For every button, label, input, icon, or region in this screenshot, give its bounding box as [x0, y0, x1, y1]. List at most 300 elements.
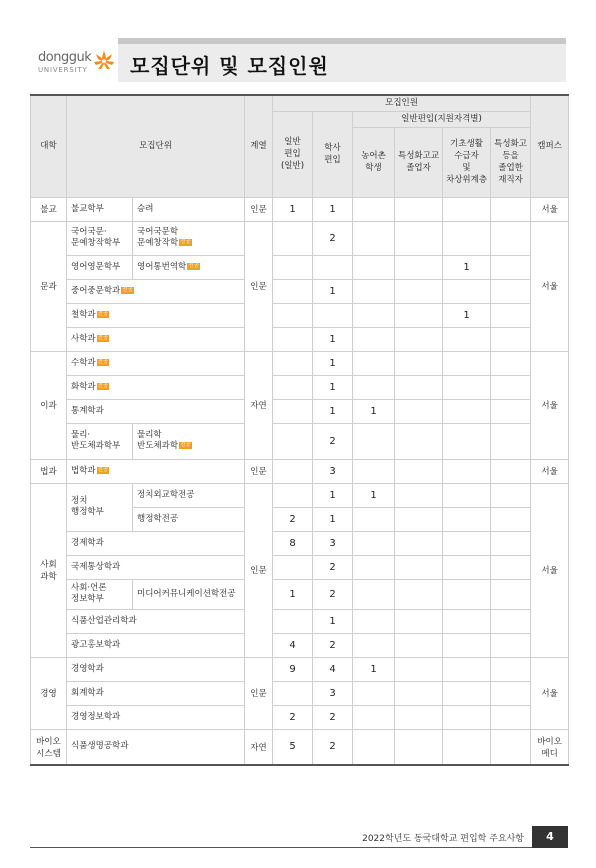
table-row	[31, 729, 569, 765]
college-cell	[31, 459, 67, 483]
college-name: 문과	[40, 282, 57, 292]
basic-living-count	[443, 197, 491, 221]
special-worker-count	[491, 609, 531, 633]
header-basic-living	[443, 127, 491, 197]
dept-cell	[133, 483, 245, 507]
general-count	[273, 255, 313, 279]
special-worker-count	[491, 459, 531, 483]
table-row	[31, 327, 569, 351]
general-count-value: 1	[289, 203, 296, 215]
general-count	[273, 555, 313, 579]
basic-living-count	[443, 507, 491, 531]
campus-cell	[531, 657, 569, 729]
campus-name: 서울	[541, 689, 558, 699]
bachelor-count	[313, 279, 353, 303]
special-school-count	[395, 531, 443, 555]
farm-count	[353, 351, 395, 375]
farm-count	[353, 255, 395, 279]
basic-living-count-value: 1	[463, 309, 470, 321]
basic-living-count	[443, 483, 491, 507]
unit-name: 물리· 반도체과학부	[71, 430, 121, 451]
table-row	[31, 681, 569, 705]
unit-cell	[67, 327, 245, 351]
campus-cell	[531, 221, 569, 351]
college-name: 사회 과학	[40, 560, 57, 582]
logo-wordmark: dongguk	[38, 50, 92, 65]
unit-name: 식품생명공학과	[71, 741, 129, 752]
unit-name: 광고홍보학과	[71, 639, 121, 650]
field-name: 자연	[250, 742, 267, 753]
table-row	[31, 657, 569, 681]
college-cell	[31, 221, 67, 351]
dept-cell	[133, 507, 245, 531]
general-count	[273, 279, 313, 303]
dept-name: 물리학 반도체과학	[137, 430, 179, 451]
field-cell	[245, 729, 273, 765]
bachelor-count-value: 2	[329, 588, 336, 600]
field-cell	[245, 459, 273, 483]
farm-count	[353, 303, 395, 327]
field-cell	[245, 657, 273, 729]
page-title: 모집단위 및 모집인원	[130, 54, 329, 78]
farm-count	[353, 531, 395, 555]
unit-name: 영어영문학부	[71, 261, 121, 272]
table-row	[31, 531, 569, 555]
unit-cell	[67, 399, 245, 423]
special-worker-count	[491, 197, 531, 221]
header-special-worker	[491, 127, 531, 197]
header-bachelor	[313, 111, 353, 197]
special-worker-count	[491, 705, 531, 729]
basic-living-count	[443, 531, 491, 555]
special-worker-count	[491, 555, 531, 579]
unit-name: 사학과	[71, 333, 96, 344]
general-count	[273, 399, 313, 423]
general-count	[273, 705, 313, 729]
general-count-value: 8	[289, 537, 296, 549]
lotus-icon	[92, 48, 116, 72]
major-tag: 전공	[122, 286, 133, 293]
unit-cell	[67, 579, 133, 609]
general-count	[273, 579, 313, 609]
bachelor-count	[313, 633, 353, 657]
general-count-value: 2	[289, 513, 296, 525]
table-row	[31, 197, 569, 221]
table-row	[31, 555, 569, 579]
header-quota: 모집인원	[273, 95, 531, 111]
basic-living-count	[443, 681, 491, 705]
unit-name: 통계학과	[71, 405, 104, 416]
bachelor-count-value: 4	[329, 663, 336, 675]
unit-cell	[67, 609, 245, 633]
general-count	[273, 459, 313, 483]
bachelor-count	[313, 531, 353, 555]
field-name: 인문	[250, 566, 267, 576]
header-campus: 캠퍼스	[531, 95, 569, 197]
unit-cell	[67, 459, 245, 483]
farm-count-value: 1	[370, 663, 377, 675]
dept-name: 행정학전공	[137, 513, 179, 524]
college-cell	[31, 197, 67, 221]
bachelor-count-value: 2	[329, 639, 336, 651]
field-cell	[245, 197, 273, 221]
special-school-count	[395, 423, 443, 459]
unit-cell	[67, 303, 245, 327]
bachelor-count-value: 2	[329, 741, 336, 753]
major-tag: 전공	[97, 310, 109, 317]
dept-name: 미디어커뮤니케이션학전공	[137, 588, 236, 599]
general-count-value: 1	[289, 588, 296, 600]
unit-name: 수학과	[71, 357, 96, 368]
bachelor-count-value: 3	[329, 465, 336, 477]
special-worker-count	[491, 279, 531, 303]
basic-living-count	[443, 375, 491, 399]
basic-living-count	[443, 609, 491, 633]
bachelor-count-value: 1	[329, 285, 336, 297]
farm-count	[353, 483, 395, 507]
basic-living-count-value: 1	[463, 261, 470, 273]
table-row	[31, 279, 569, 303]
unit-cell	[67, 705, 245, 729]
header-college: 대학	[31, 95, 67, 197]
farm-count	[353, 705, 395, 729]
general-count	[273, 375, 313, 399]
basic-living-count	[443, 423, 491, 459]
field-name: 인문	[250, 282, 267, 292]
general-count	[273, 221, 313, 255]
bachelor-count	[313, 375, 353, 399]
unit-name: 식품산업관리학과	[71, 615, 137, 626]
major-tag: 전공	[180, 239, 191, 245]
general-count-value: 2	[289, 711, 296, 723]
general-count	[273, 351, 313, 375]
major-tag: 전공	[180, 442, 191, 448]
major-tag: 전공	[97, 334, 109, 341]
campus-name: 바이오 메디	[537, 736, 562, 759]
unit-name: 정치 행정학부	[71, 496, 104, 517]
bachelor-count-value: 2	[329, 435, 336, 447]
general-count-value: 4	[289, 639, 296, 651]
header-farm	[353, 127, 395, 197]
unit-cell	[67, 197, 133, 221]
field-name: 인문	[250, 467, 267, 477]
header-basic-living-text: 기초생활 수급자 및 차상위계층	[445, 139, 488, 185]
basic-living-count	[443, 459, 491, 483]
campus-name: 서울	[541, 401, 558, 411]
unit-name: 중어중문학과	[71, 285, 121, 296]
dept-name: 국어국문학 문예창작학	[137, 227, 179, 248]
footer-text: 2022학년도 동국대학교 편입학 주요사항	[362, 834, 524, 844]
farm-count	[353, 221, 395, 255]
general-count	[273, 681, 313, 705]
special-worker-count	[491, 657, 531, 681]
bachelor-count	[313, 197, 353, 221]
general-count	[273, 633, 313, 657]
bachelor-count	[313, 327, 353, 351]
special-school-count	[395, 303, 443, 327]
campus-cell	[531, 483, 569, 657]
special-worker-count	[491, 221, 531, 255]
header-special-school-text: 특성화고교 졸업자	[397, 151, 440, 173]
bachelor-count	[313, 579, 353, 609]
bachelor-count-value: 3	[329, 687, 336, 699]
unit-name: 법학과	[71, 465, 96, 476]
farm-count	[353, 327, 395, 351]
dept-cell	[133, 255, 245, 279]
unit-name: 불교학부	[71, 203, 104, 214]
campus-name: 서울	[541, 566, 558, 576]
unit-name: 국어국문· 문예창작학부	[71, 227, 121, 248]
special-worker-count	[491, 399, 531, 423]
page-header	[30, 38, 566, 86]
farm-count	[353, 657, 395, 681]
farm-count	[353, 579, 395, 609]
header-general	[273, 111, 313, 197]
header-unit: 모집단위	[67, 95, 245, 197]
bachelor-count	[313, 459, 353, 483]
table-row	[31, 399, 569, 423]
footer-rule	[30, 847, 568, 848]
bachelor-count	[313, 681, 353, 705]
farm-count-value: 1	[370, 405, 377, 417]
special-worker-count	[491, 579, 531, 609]
field-name: 인문	[250, 689, 267, 699]
special-worker-count	[491, 507, 531, 531]
bachelor-count-value: 3	[329, 537, 336, 549]
unit-name: 경제학과	[71, 537, 104, 548]
bachelor-count	[313, 609, 353, 633]
basic-living-count	[443, 729, 491, 765]
bachelor-count	[313, 221, 353, 255]
special-school-count	[395, 633, 443, 657]
unit-cell	[67, 255, 133, 279]
general-count	[273, 197, 313, 221]
general-count	[273, 327, 313, 351]
special-school-count	[395, 729, 443, 765]
unit-cell	[67, 657, 245, 681]
table-row	[31, 221, 569, 255]
farm-count	[353, 459, 395, 483]
campus-cell	[531, 351, 569, 459]
special-school-count	[395, 483, 443, 507]
special-worker-count	[491, 423, 531, 459]
dept-cell	[133, 423, 245, 459]
special-worker-count	[491, 729, 531, 765]
table-row	[31, 633, 569, 657]
basic-living-count	[443, 633, 491, 657]
special-school-count	[395, 459, 443, 483]
general-count	[273, 423, 313, 459]
unit-name: 철학과	[71, 309, 96, 320]
college-cell	[31, 729, 67, 765]
unit-cell	[67, 681, 245, 705]
basic-living-count	[443, 351, 491, 375]
bachelor-count-value: 2	[329, 561, 336, 573]
bachelor-count-value: 2	[329, 711, 336, 723]
header-field: 계열	[245, 95, 273, 197]
farm-count	[353, 681, 395, 705]
field-cell	[245, 483, 273, 657]
college-cell	[31, 483, 67, 657]
header-general-text: 일반 편입 (일반)	[280, 137, 305, 171]
bachelor-count	[313, 729, 353, 765]
basic-living-count	[443, 303, 491, 327]
college-name: 법과	[40, 467, 57, 477]
special-worker-count	[491, 483, 531, 507]
general-count	[273, 531, 313, 555]
table-row	[31, 609, 569, 633]
dept-name: 정치외교학전공	[137, 489, 195, 500]
table-row	[31, 255, 569, 279]
table-row	[31, 705, 569, 729]
unit-cell	[67, 531, 245, 555]
farm-count	[353, 507, 395, 531]
special-worker-count	[491, 531, 531, 555]
bachelor-count-value: 1	[329, 381, 336, 393]
field-cell	[245, 221, 273, 351]
basic-living-count	[443, 705, 491, 729]
unit-cell	[67, 221, 133, 255]
bachelor-count	[313, 507, 353, 531]
bachelor-count	[313, 255, 353, 279]
special-school-count	[395, 399, 443, 423]
admission-quota-table	[30, 94, 569, 766]
special-worker-count	[491, 255, 531, 279]
general-count	[273, 303, 313, 327]
bachelor-count	[313, 423, 353, 459]
table-row	[31, 579, 569, 609]
special-worker-count	[491, 327, 531, 351]
bachelor-count	[313, 303, 353, 327]
bachelor-count	[313, 705, 353, 729]
farm-count	[353, 633, 395, 657]
table-row	[31, 423, 569, 459]
bachelor-count-value: 1	[329, 615, 336, 627]
page-footer	[30, 826, 568, 848]
dept-cell	[133, 579, 245, 609]
special-worker-count	[491, 303, 531, 327]
unit-name: 사회·언론 정보학부	[71, 583, 107, 604]
dept-name: 승려	[137, 203, 154, 214]
bachelor-count	[313, 657, 353, 681]
special-school-count	[395, 351, 443, 375]
basic-living-count	[443, 657, 491, 681]
logo-subtitle: UNIVERSITY	[38, 66, 88, 74]
field-cell	[245, 351, 273, 459]
field-name: 자연	[250, 401, 267, 411]
bachelor-count-value: 1	[329, 333, 336, 345]
campus-name: 서울	[541, 467, 558, 477]
unit-cell	[67, 423, 133, 459]
bachelor-count-value: 2	[329, 232, 336, 244]
basic-living-count	[443, 579, 491, 609]
college-cell	[31, 351, 67, 459]
header-bachelor-text: 학사 편입	[324, 143, 341, 165]
farm-count-value: 1	[370, 489, 377, 501]
farm-count	[353, 423, 395, 459]
farm-count	[353, 197, 395, 221]
special-school-count	[395, 375, 443, 399]
special-school-count	[395, 681, 443, 705]
unit-name: 화학과	[71, 381, 96, 392]
bachelor-count	[313, 351, 353, 375]
header-special-worker-text: 특성화고 등을 졸업한 재직자	[494, 139, 527, 185]
major-tag: 전공	[188, 262, 199, 269]
special-worker-count	[491, 375, 531, 399]
dept-cell	[133, 221, 245, 255]
bachelor-count	[313, 483, 353, 507]
table-row	[31, 375, 569, 399]
farm-count	[353, 399, 395, 423]
farm-count	[353, 279, 395, 303]
unit-name: 회계학과	[71, 687, 104, 698]
table-row	[31, 351, 569, 375]
header-general-group: 일반편입(지원자격별)	[353, 111, 531, 127]
university-logo	[30, 44, 116, 84]
unit-name: 국제통상학과	[71, 561, 121, 572]
field-name: 인문	[250, 205, 267, 215]
unit-cell	[67, 633, 245, 657]
page-number: 4	[532, 826, 568, 848]
dept-name: 영어통번역학	[137, 261, 187, 272]
unit-cell	[67, 555, 245, 579]
basic-living-count	[443, 221, 491, 255]
special-school-count	[395, 279, 443, 303]
bachelor-count-value: 1	[329, 405, 336, 417]
farm-count	[353, 609, 395, 633]
unit-name: 경영학과	[71, 663, 104, 674]
basic-living-count	[443, 555, 491, 579]
special-school-count	[395, 507, 443, 531]
campus-cell	[531, 197, 569, 221]
campus-cell	[531, 459, 569, 483]
bachelor-count-value: 1	[329, 513, 336, 525]
special-school-count	[395, 579, 443, 609]
dept-cell	[133, 197, 245, 221]
special-school-count	[395, 609, 443, 633]
table-row	[31, 303, 569, 327]
major-tag: 전공	[97, 358, 109, 365]
unit-cell	[67, 483, 133, 531]
general-count	[273, 657, 313, 681]
bachelor-count-value: 1	[329, 489, 336, 501]
general-count	[273, 729, 313, 765]
campus-cell	[531, 729, 569, 765]
campus-name: 서울	[541, 282, 558, 292]
table-body	[31, 197, 569, 765]
bachelor-count	[313, 399, 353, 423]
special-school-count	[395, 255, 443, 279]
major-tag: 전공	[97, 382, 109, 389]
unit-cell	[67, 375, 245, 399]
general-count-value: 5	[289, 741, 296, 753]
bachelor-count	[313, 555, 353, 579]
college-name: 경영	[40, 689, 57, 699]
unit-cell	[67, 279, 245, 303]
basic-living-count	[443, 399, 491, 423]
major-tag: 전공	[97, 466, 109, 473]
college-name: 불교	[40, 205, 57, 215]
basic-living-count	[443, 255, 491, 279]
general-count	[273, 609, 313, 633]
special-school-count	[395, 221, 443, 255]
table-row	[31, 483, 569, 507]
header-special-school	[395, 127, 443, 197]
campus-name: 서울	[541, 205, 558, 215]
college-name: 이과	[40, 401, 57, 411]
special-school-count	[395, 197, 443, 221]
unit-cell	[67, 729, 245, 765]
